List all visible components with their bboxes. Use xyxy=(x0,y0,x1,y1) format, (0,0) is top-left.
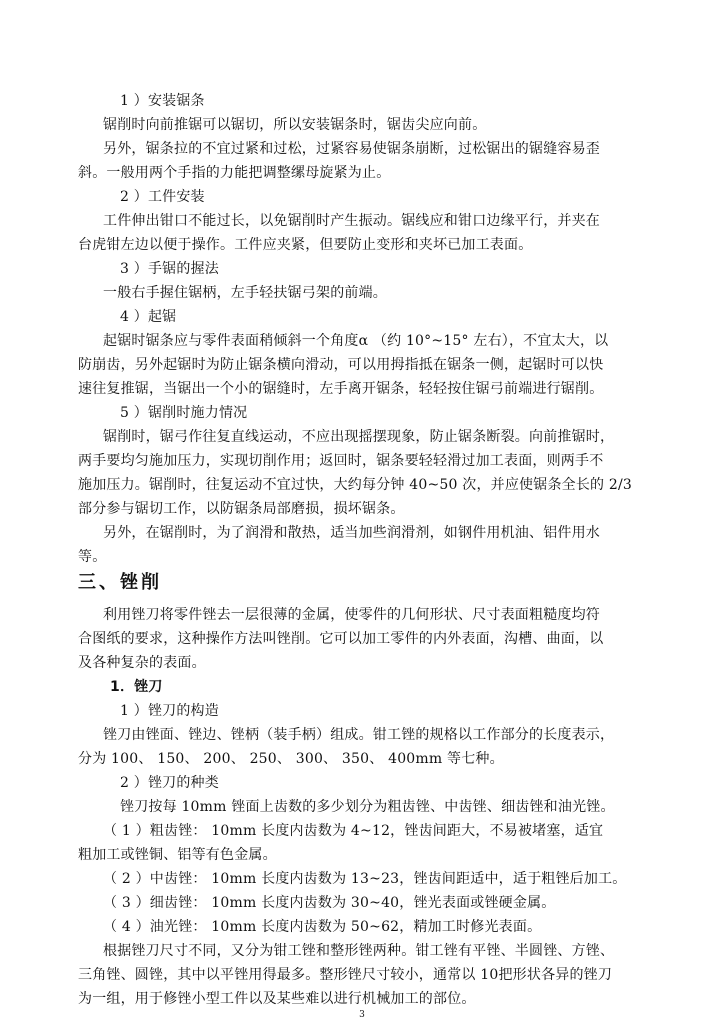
list-item-medium-file: （ 2 ）中齿锉： 10mm 长度内齿数为 13~23，锉齿间距适中，适于粗锉后加工。 xyxy=(103,871,627,887)
subheading-start-sawing: 4 ）起锯 xyxy=(120,309,177,325)
subheading-file-types: 2 ）锉刀的种类 xyxy=(120,775,219,791)
paragraph-line: 等。 xyxy=(78,549,107,565)
subheading-workpiece-install: 2 ）工件安装 xyxy=(120,189,205,205)
list-item-fine-file: （ 3 ）细齿锉： 10mm 长度内齿数为 30~40，锉光表面或锉硬金属。 xyxy=(103,895,556,911)
subsection-heading-file: 1．锉刀 xyxy=(110,679,163,695)
paragraph-line: 合图纸的要求，这种操作方法叫锉削。它可以加工零件的内外表面，沟槽、曲面，以 xyxy=(78,631,604,647)
paragraph-line: 两手要均匀施加压力，实现切削作用；返回时，锯条要轻轻滑过加工表面，则两手不 xyxy=(78,453,604,469)
paragraph-line: 三角锉、圆锉，其中以平锉用得最多。整形锉尺寸较小，通常以 10把形状各异的锉刀 xyxy=(78,967,613,983)
page-number: 3 xyxy=(359,1010,365,1020)
paragraph-line: 锯削时，锯弓作往复直线运动，不应出现摇摆现象，防止锯条断裂。向前推锯时， xyxy=(103,429,615,445)
paragraph-line: 粗加工或锉铜、铝等有色金属。 xyxy=(78,847,277,863)
subheading-file-structure: 1 ）锉刀的构造 xyxy=(120,703,219,719)
paragraph-line: 为一组，用于修锉小型工件以及某些难以进行机械加工的部位。 xyxy=(78,991,476,1007)
paragraph-line: 起锯时锯条应与零件表面稍倾斜一个角度α （约 10°~15° 左右），不宜太大，以 xyxy=(103,333,609,349)
paragraph-line: 施加压力。锯削时，往复运动不宜过快，大约每分钟 40~50 次，并应使锯条全长的 2/3 xyxy=(78,477,633,493)
paragraph-line: 锉刀按每 10mm 锉面上齿数的多少划分为粗齿锉、中齿锉、细齿锉和油光锉。 xyxy=(120,799,615,815)
paragraph-line: 锉刀由锉面、锉边、锉柄（装手柄）组成。钳工锉的规格以工作部分的长度表示， xyxy=(103,727,615,743)
paragraph-line: 锯削时向前推锯可以锯切，所以安装锯条时，锯齿尖应向前。 xyxy=(103,117,487,133)
paragraph-line: 部分参与锯切工作，以防锯条局部磨损，损坏锯条。 xyxy=(78,501,405,517)
subheading-saw-grip: 3 ）手锯的握法 xyxy=(120,261,219,277)
section-heading-filing: 三、锉削 xyxy=(78,572,162,593)
list-item-coarse-file: （ 1 ）粗齿锉： 10mm 长度内齿数为 4~12，锉齿间距大，不易被堵塞，适宜 xyxy=(103,823,604,839)
paragraph-line: 防崩齿，另外起锯时为防止锯条横向滑动，可以用拇指抵在锯条一侧，起锯时可以快 xyxy=(78,357,604,373)
paragraph-line: 另外，在锯削时，为了润滑和散热，适当加些润滑剂，如钢件用机油、铝件用水 xyxy=(103,525,600,541)
subheading-force-application: 5 ）锯削时施力情况 xyxy=(120,405,248,421)
paragraph-line: 台虎钳左边以便于操作。工件应夹紧，但要防止变形和夹坏已加工表面。 xyxy=(78,237,533,253)
paragraph-line: 及各种复杂的表面。 xyxy=(78,655,206,671)
paragraph-line: 另外，锯条拉的不宜过紧和过松，过紧容易使锯条崩断，过松锯出的锯缝容易歪 xyxy=(103,141,600,157)
paragraph-line: 根据锉刀尺寸不同，又分为钳工锉和整形锉两种。钳工锉有平锉、半圆锉、方锉、 xyxy=(103,943,615,959)
paragraph-line: 利用锉刀将零件锉去一层很薄的金属，使零件的几何形状、尺寸表面粗糙度均符 xyxy=(103,607,600,623)
list-item-oil-file: （ 4 ）油光锉： 10mm 长度内齿数为 50~62，精加工时修光表面。 xyxy=(103,919,542,935)
paragraph-line: 工件伸出钳口不能过长，以免锯削时产生振动。锯线应和钳口边缘平行，并夹在 xyxy=(103,213,600,229)
paragraph-line: 一般右手握住锯柄，左手轻扶锯弓架的前端。 xyxy=(103,285,387,301)
subheading-install-blade: 1 ）安装锯条 xyxy=(120,93,205,109)
paragraph-line: 速往复推锯，当锯出一个小的锯缝时，左手离开锯条，轻轻按住锯弓前端进行锯削。 xyxy=(78,381,604,397)
paragraph-line: 斜。一般用两个手指的力能把调整缧母旋紧为止。 xyxy=(78,165,391,181)
paragraph-line: 分为 100、 150、 200、 250、 300、 350、 400mm 等七种。 xyxy=(78,751,504,767)
